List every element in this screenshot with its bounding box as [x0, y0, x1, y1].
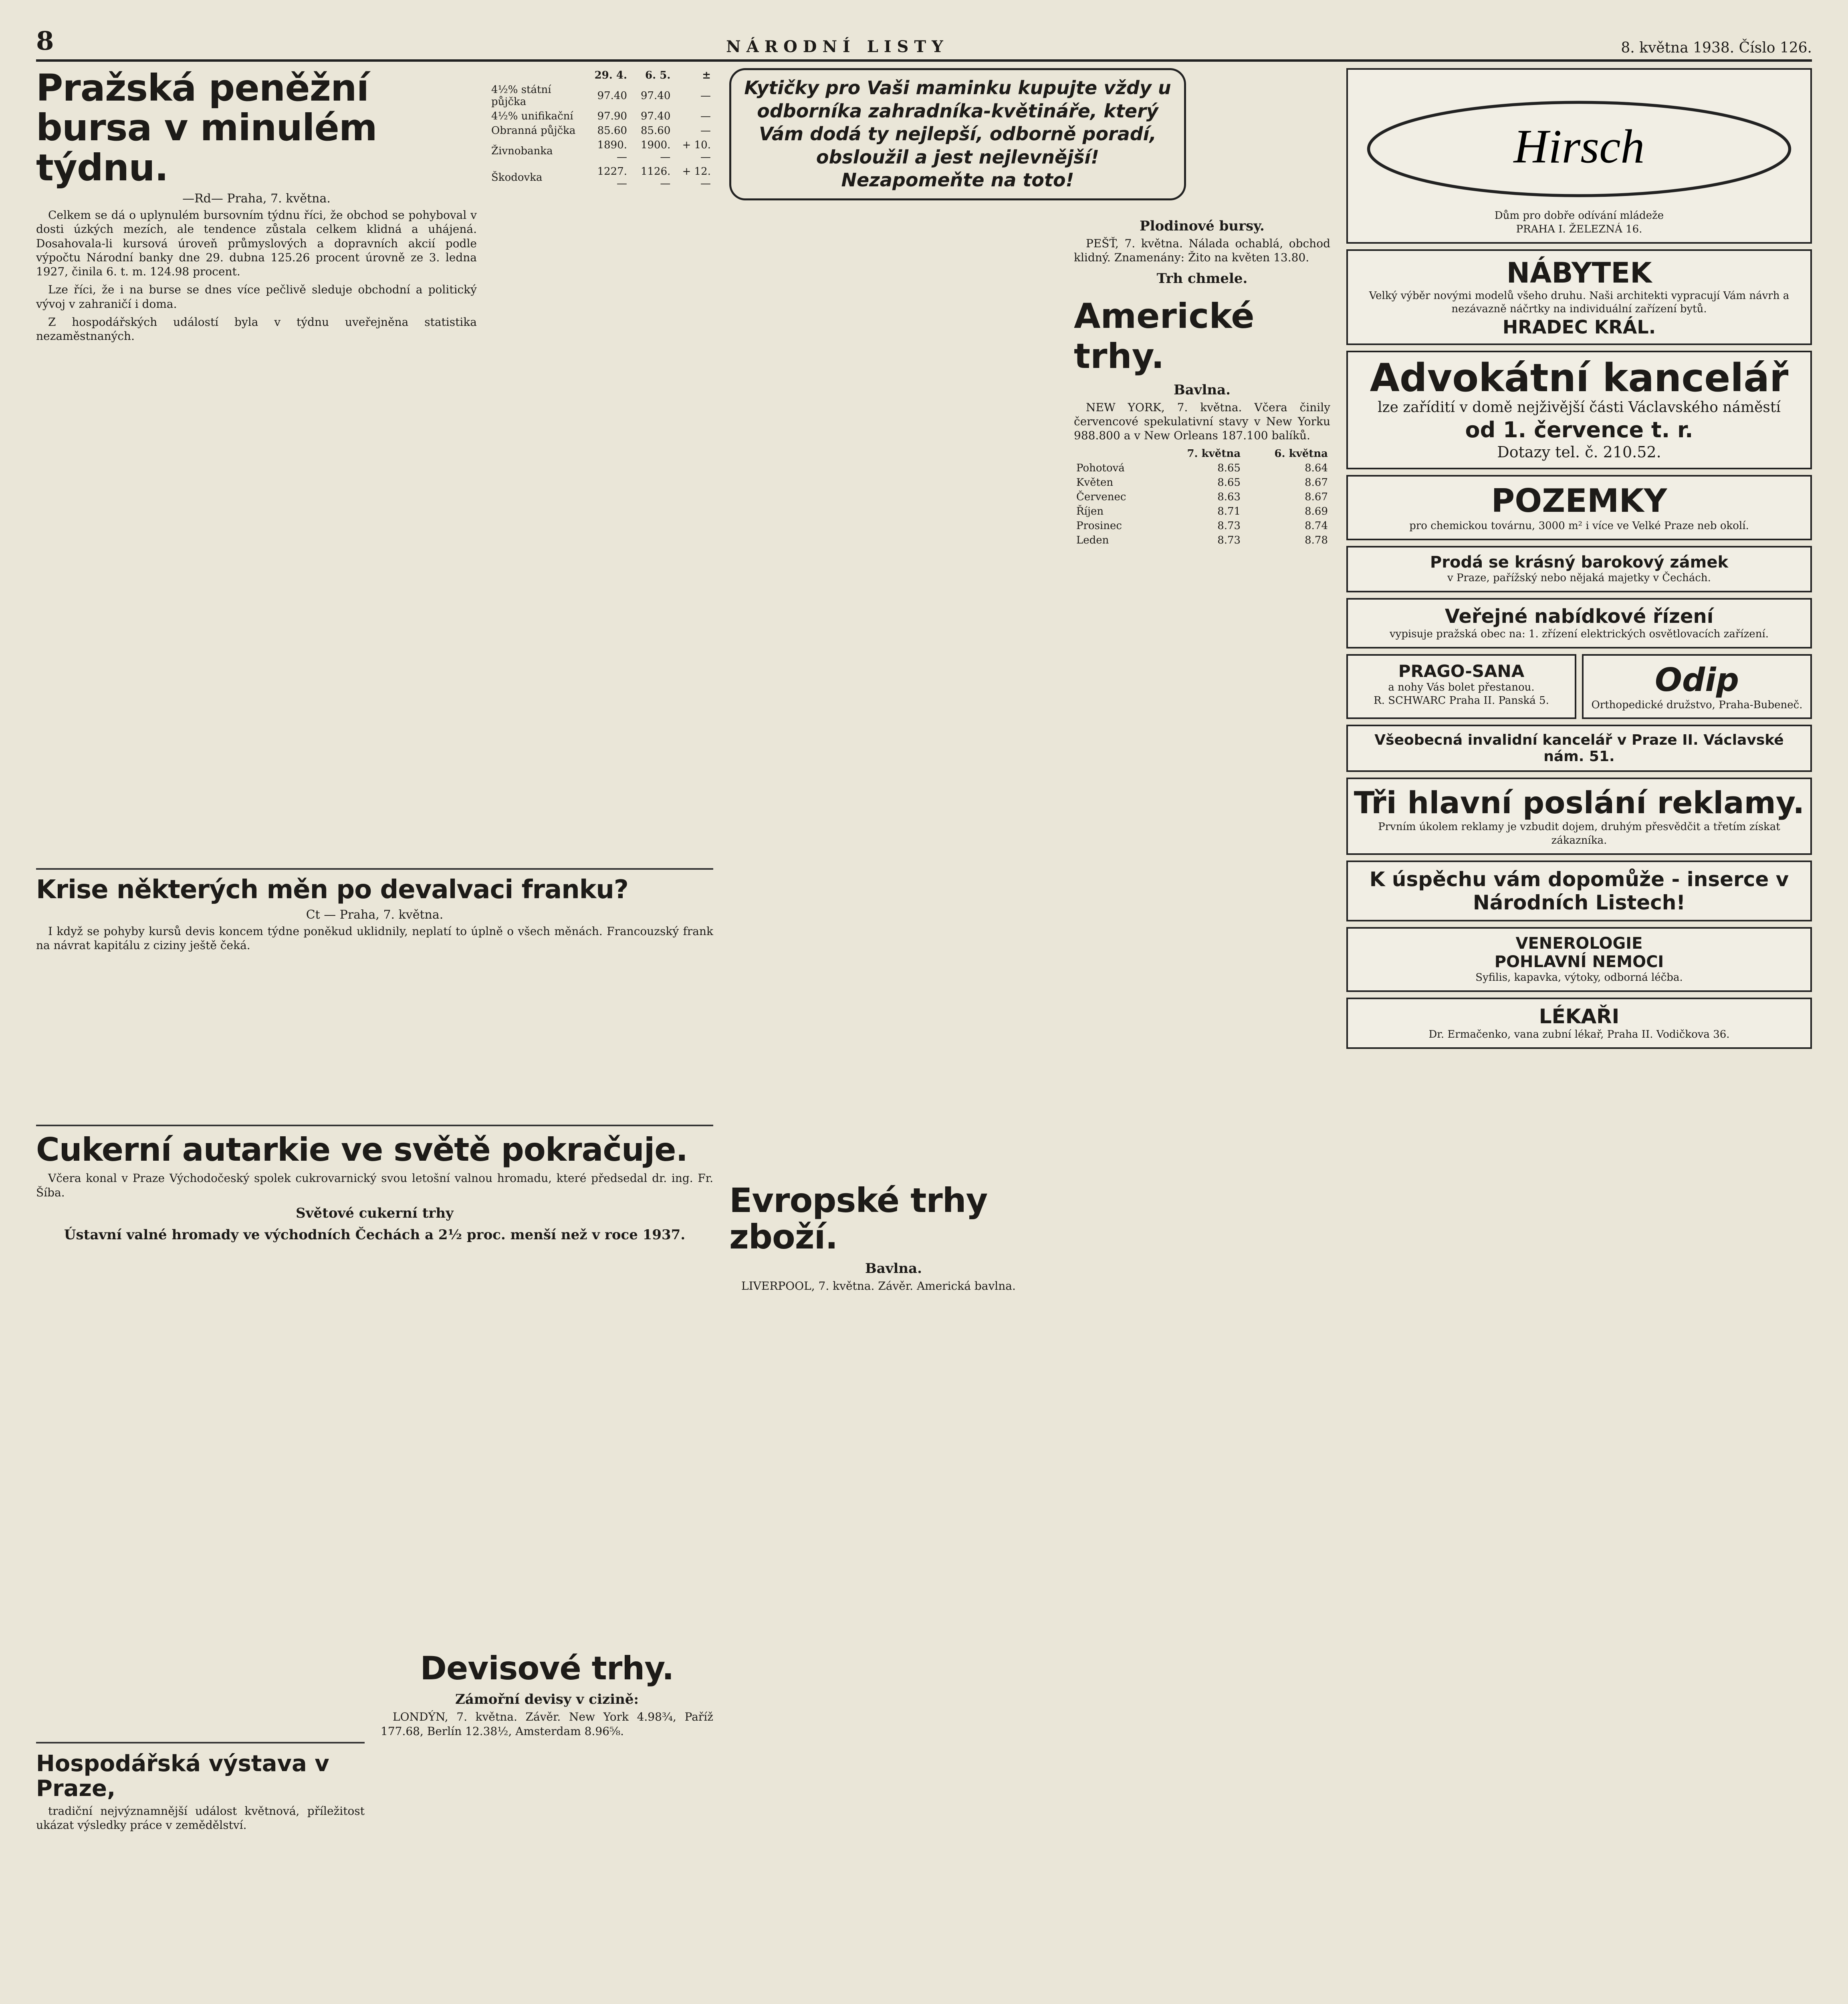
bourse-table-row	[489, 83, 713, 109]
devaluation-section	[36, 862, 713, 957]
flower-banner: Kytičky pro Vaši maminku kupujte vždy u odborníka zahradníka-květináře, který Vám dodá ty nejlepší, odborně poradí, obsloužil a jest nejlevnější! Nezapomeňte na toto!	[729, 68, 1186, 200]
divider	[36, 868, 713, 870]
table-cell: + 10.—	[682, 139, 711, 163]
vener-ad	[1346, 927, 1812, 992]
table-cell: 4½% státní půjčka	[491, 84, 551, 108]
hirsch-address: PRAHA I. ŽELEZNÁ 16.	[1516, 223, 1642, 235]
bourse-table	[489, 68, 713, 191]
hirsch-tagline: Dům pro dobře odívání mládeže	[1494, 210, 1664, 222]
bourse-table-column	[489, 68, 713, 191]
pozemky-ad	[1346, 475, 1812, 540]
table-header-cell: 7. května	[1187, 448, 1241, 460]
divider	[36, 1125, 713, 1126]
page-header	[36, 24, 1812, 62]
table-header-cell	[489, 68, 586, 83]
bourse-table-row	[489, 164, 713, 191]
table-header-cell: ±	[702, 69, 711, 81]
europe-subheading: Bavlna.	[865, 1261, 922, 1277]
uspech-title: K úspěchu vám dopomůže - inserce v Národních Listech!	[1369, 867, 1789, 914]
bourse-table-row	[489, 138, 713, 164]
devise-paragraph: LONDÝN, 7. května. Závěr. New York 4.98³⁄₄, Paříž 177.68, Berlín 12.38½, Amsterdam 8.96⁵⁄₈.	[381, 1710, 713, 1738]
table-cell: —	[700, 110, 711, 122]
cotton-table-row	[1074, 533, 1330, 547]
hops-title: Plodinové bursy.	[1140, 218, 1265, 234]
ads-row	[1346, 654, 1812, 725]
bourse-paragraph: Celkem se dá o uplynulém bursovním týdnu říci, že obchod se pohyboval v dosti úzkých mezích, ale tendence zůstala celkem klidná a uhájená. Dosahovala-li kursová úroveň průmyslových a dopravních akcií podle výpočtu Národní banky dne 29. dubna 125.26 procent úrovně ze 3. ledna 1927, činila 6. t. m. 124.98 procent.	[36, 208, 477, 279]
vener-title: VENEROLOGIE	[1515, 934, 1643, 953]
lekari-text: Dr. Ermačenko, vana zubní lékař, Praha II. Vodičkova 36.	[1428, 1028, 1730, 1040]
table-cell: + 12.—	[682, 166, 711, 190]
table-cell: 8.78	[1305, 534, 1328, 547]
cotton-table-row	[1074, 475, 1330, 490]
sugar-subheading-2: Ústavní valné hromady ve východních Čechách a 2½ proc. menší než v roce 1937.	[64, 1226, 686, 1243]
table-cell: 8.73	[1217, 520, 1241, 532]
europe-paragraph: LIVERPOOL, 7. května. Závěr. Americká bavlna.	[741, 1279, 1016, 1293]
bourse-table-row	[489, 109, 713, 123]
barokni-title: Prodá se krásný barokový zámek	[1430, 553, 1729, 572]
table-cell: 1890.—	[597, 139, 627, 163]
masthead: NÁRODNÍ LISTY	[726, 37, 949, 56]
bourse-column	[36, 68, 477, 347]
devaluation-title: Krise některých měn po devalvaci franku?	[36, 875, 628, 905]
table-cell: 1227.—	[597, 166, 627, 190]
devise-subheading: Zámořní devisy v cizině:	[455, 1691, 639, 1708]
table-cell: Červenec	[1076, 491, 1126, 503]
advokatni-text: lze zařídití v domě nejživější části Václavského náměstí	[1378, 399, 1781, 416]
odip-sub: Orthopedické družstvo, Praha-Bubeneč.	[1591, 699, 1803, 711]
bourse-table-header	[489, 68, 713, 83]
table-cell: Říjen	[1076, 505, 1104, 518]
posteli-text: Prvním úkolem reklamy je vzbudit dojem, druhým přesvědčit a třetím získat zákazníka.	[1378, 821, 1780, 847]
table-cell: Prosinec	[1076, 520, 1122, 532]
advokatni-ad	[1346, 351, 1812, 469]
cotton-table	[1074, 446, 1330, 547]
table-cell: 1900.—	[640, 139, 671, 163]
pragosana-shop: R. SCHWARC Praha II. Panská 5.	[1374, 695, 1549, 707]
table-cell: 8.67	[1305, 491, 1328, 503]
table-cell: —	[700, 125, 711, 137]
table-cell: 85.60	[640, 125, 671, 137]
table-cell: 8.71	[1217, 505, 1241, 518]
table-cell: 97.40	[597, 90, 627, 102]
devaluation-paragraph: I když se pohyby kursů devis koncem týdne poněkud uklidnily, neplatí to úplně o všech měnách. Francouzský frank na návrat kapitálu z ciziny ještě čeká.	[36, 925, 713, 952]
lekari-title: LÉKAŘI	[1539, 1004, 1620, 1028]
hirsch-logo-icon	[1354, 75, 1805, 208]
page-number: 8	[36, 26, 54, 56]
table-cell: 8.74	[1305, 520, 1328, 532]
table-header-cell	[1074, 446, 1156, 461]
cotton-table-row	[1074, 519, 1330, 533]
table-cell: 97.90	[597, 110, 627, 122]
issue-date: 8. května 1938. Číslo 126.	[1621, 40, 1812, 56]
bourse-byline: —Rd— Praha, 7. května.	[182, 192, 331, 206]
exhibition-title: Hospodářská výstava v Praze,	[36, 1751, 329, 1802]
table-cell: Obranná půjčka	[491, 125, 576, 137]
table-cell: 85.60	[597, 125, 627, 137]
table-cell: 97.40	[640, 110, 671, 122]
table-cell: 4½% unifikační	[491, 110, 573, 122]
vseobecna-title: Všeobecná invalidní kancelář v Praze II. Václavské nám. 51.	[1374, 732, 1784, 765]
vener-sub: POHLAVNÍ NEMOCI	[1494, 952, 1664, 971]
american-subheading: Bavlna.	[1173, 382, 1231, 398]
nabytek-title: NÁBYTEK	[1506, 256, 1652, 289]
posteli-ad	[1346, 778, 1812, 855]
table-cell: 8.63	[1217, 491, 1241, 503]
barokni-text: v Praze, pařížský nebo nějaká majetky v Čechách.	[1447, 572, 1711, 584]
pragosana-ad	[1346, 654, 1576, 719]
cotton-table-row	[1074, 490, 1330, 504]
table-header-cell: 6. května	[1274, 448, 1328, 460]
bourse-table-body	[489, 83, 713, 191]
cotton-table-row	[1074, 504, 1330, 519]
bourse-paragraph: Z hospodářských událostí byla v týdnu uveřejněna statistika nezaměstnaných.	[36, 315, 477, 343]
page-body	[36, 68, 1812, 2004]
table-cell: 1126.—	[640, 166, 671, 190]
barokni-ad	[1346, 546, 1812, 592]
sugar-subheading: Světové cukerní trhy	[296, 1205, 454, 1221]
nabytek-ad	[1346, 249, 1812, 345]
bourse-table-row	[489, 123, 713, 138]
rizeni-text: vypisuje pražská obec na: 1. zřízení elektrických osvětlovacích zařízení.	[1389, 628, 1769, 640]
europe-section	[729, 1182, 1058, 1297]
devise-section	[381, 1651, 713, 1742]
sugar-section	[36, 1118, 713, 1245]
american-paragraph: NEW YORK, 7. května. Včera činily červencové spekulativní stavy v New Yorku 988.800 a v New Orleans 187.100 balíků.	[1074, 400, 1330, 442]
europe-title: Evropské trhy zboží.	[729, 1181, 988, 1257]
lekari-ad	[1346, 998, 1812, 1049]
pozemky-text: pro chemickou továrnu, 3000 m² i více ve Velké Praze neb okolí.	[1409, 520, 1749, 532]
table-cell: —	[700, 90, 711, 102]
bourse-title: Pražská peněžní bursa v minulém týdnu.	[36, 67, 377, 189]
odip-ad	[1582, 654, 1812, 719]
rizeni-ad	[1346, 598, 1812, 648]
cotton-table-row	[1074, 461, 1330, 475]
sugar-title: Cukerní autarkie ve světě pokračuje.	[36, 1131, 688, 1168]
table-cell: 8.65	[1217, 462, 1241, 475]
cotton-table-header	[1074, 446, 1330, 461]
table-cell: 8.65	[1217, 477, 1241, 489]
vener-text: Syfilis, kapavka, výtoky, odborná léčba.	[1475, 971, 1683, 984]
hops-paragraph: PEŠŤ, 7. května. Nálada ochablá, obchod klidný. Znamenány: Žito na květen 13.80.	[1074, 237, 1330, 265]
devise-title: Devisové trhy.	[420, 1650, 674, 1687]
hirsch-ad	[1346, 68, 1812, 244]
table-header-cell: 29. 4.	[594, 69, 627, 81]
rizeni-title: Veřejné nabídkové řízení	[1445, 605, 1714, 628]
sugar-paragraph: Včera konal v Praze Východočeský spolek cukrovarnický svou letošní valnou hromadu, které předsedal dr. ing. Fr. Šíba.	[36, 1172, 713, 1199]
posteli-title: Tři hlavní poslání reklamy.	[1354, 785, 1805, 821]
pragosana-sub: a nohy Vás bolet přestanou.	[1388, 681, 1535, 693]
advokatni-phone: Dotazy tel. č. 210.52.	[1497, 443, 1661, 461]
table-cell: Živnobanka	[491, 145, 553, 157]
markets-column	[1074, 212, 1330, 547]
odip-title: Odip	[1655, 661, 1739, 699]
exhibition-paragraph: tradiční nejvýznamnější událost květnová, příležitost ukázat výsledky práce v zemědělství.	[36, 1804, 365, 1832]
table-cell: Květen	[1076, 477, 1114, 489]
american-title: Americké trhy.	[1074, 296, 1255, 376]
table-cell: 8.69	[1305, 505, 1328, 518]
uspech-ad	[1346, 861, 1812, 921]
nabytek-company: HRADEC KRÁL.	[1502, 316, 1656, 338]
vseobecna-ad	[1346, 725, 1812, 772]
hirsch-brand: Hirsch	[1513, 119, 1645, 173]
ads-column	[1346, 68, 1812, 1055]
table-cell: 97.40	[640, 90, 671, 102]
table-cell: 8.73	[1217, 534, 1241, 547]
table-cell: 8.64	[1305, 462, 1328, 475]
pozemky-title: POZEMKY	[1491, 482, 1667, 520]
advokatni-date: od 1. července t. r.	[1465, 417, 1693, 442]
table-cell: Leden	[1076, 534, 1109, 547]
table-cell: Pohotová	[1076, 462, 1125, 475]
hops-subheading: Trh chmele.	[1156, 270, 1248, 287]
nabytek-text: Velký výběr novými modelů všeho druhu. Naši architekti vypracují Vám návrh a nezávazně náčrtky na individuální zařízení bytů.	[1369, 289, 1789, 315]
bourse-paragraph: Lze říci, že i na burse se dnes více pečlivě sleduje obchodní a politický vývoj v zahraničí i doma.	[36, 283, 477, 311]
banner-column	[729, 68, 1186, 200]
table-cell: Škodovka	[491, 172, 543, 184]
table-header-cell: 6. 5.	[645, 69, 671, 81]
exhibition-section	[36, 1735, 365, 1836]
pragosana-title: PRAGO-SANA	[1398, 661, 1525, 681]
divider	[36, 1742, 365, 1743]
devaluation-byline: Ct — Praha, 7. května.	[306, 908, 444, 922]
table-cell: 8.67	[1305, 477, 1328, 489]
cotton-table-body	[1074, 461, 1330, 547]
advokatni-title: Advokátní kancelář	[1370, 356, 1789, 401]
